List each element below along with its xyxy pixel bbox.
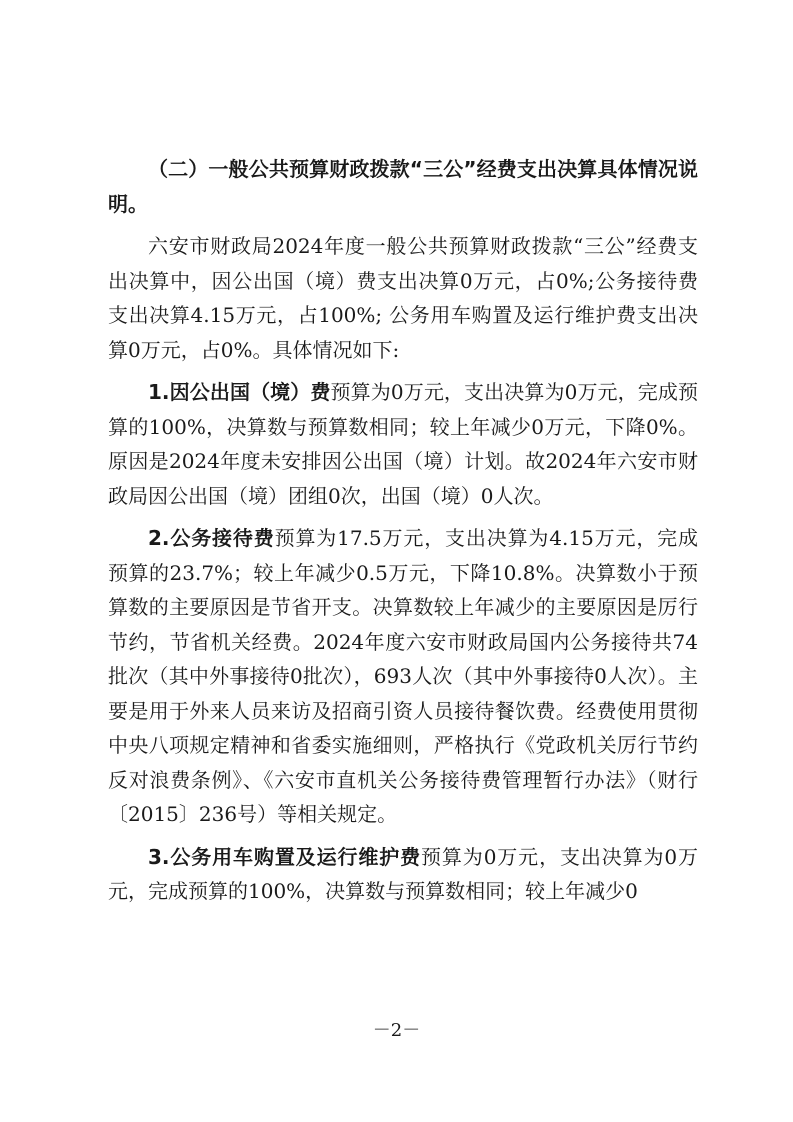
section-heading: （二）一般公共预算财政拨款“三公”经费支出决算具体情况说明。 (108, 157, 698, 216)
paragraph-lead: 1.因公出国（境）费 (148, 380, 331, 404)
document-body (108, 152, 698, 917)
paragraph-travel-abroad (108, 375, 698, 513)
intro-paragraph: 六安市财政局2024年度一般公共预算财政拨款“三公”经费支出决算中，因公出国（境）费支出决算0万元，占0%;公务接待费支出决算4.15万元，占100%; 公务用车购置及运行维护费支出决算0万元，占0%。具体情况如下: (108, 234, 698, 362)
paragraph-text: 预算为17.5万元，支出决算为4.15万元，完成预算的23.7%；较上年减少0.5万元，下降10.8%。决算数小于预算数的主要原因是节省开支。决算数较上年减少的主要原因是厉行节约，节省机关经费。2024年度六安市财政局国内公务接待共74批次（其中外事接待0批次），693人次（其中外事接待0人次）。主要是用于外来人员来访及招商引资人员接待餐饮费。经费使用贯彻中央八项规定精神和省委实施细则，严格执行《党政机关厉行节约反对浪费条例》、《六安市直机关公务接待费管理暂行办法》（财行〔2015〕236号）等相关规定。 (108, 526, 699, 826)
paragraph-vehicles (108, 840, 698, 909)
page-number: －2－ (372, 1020, 421, 1041)
paragraph-text: 预算为0万元，支出决算为0万元，完成预算的100%，决算数与预算数相同；较上年减少0万元，下降0%。原因是2024年度未安排因公出国（境）计划。故2024年六安市财政局因公出国（境）团组0次，出国（境）0人次。 (108, 380, 699, 508)
paragraph-reception (108, 521, 698, 832)
paragraph-lead: 3.公务用车购置及运行维护费 (148, 844, 422, 869)
paragraph-text: 预算为0万元，支出决算为0万元，完成预算的100%，决算数与预算数相同；较上年减少0 (108, 844, 698, 903)
paragraph-lead: 2.公务接待费 (148, 526, 275, 550)
